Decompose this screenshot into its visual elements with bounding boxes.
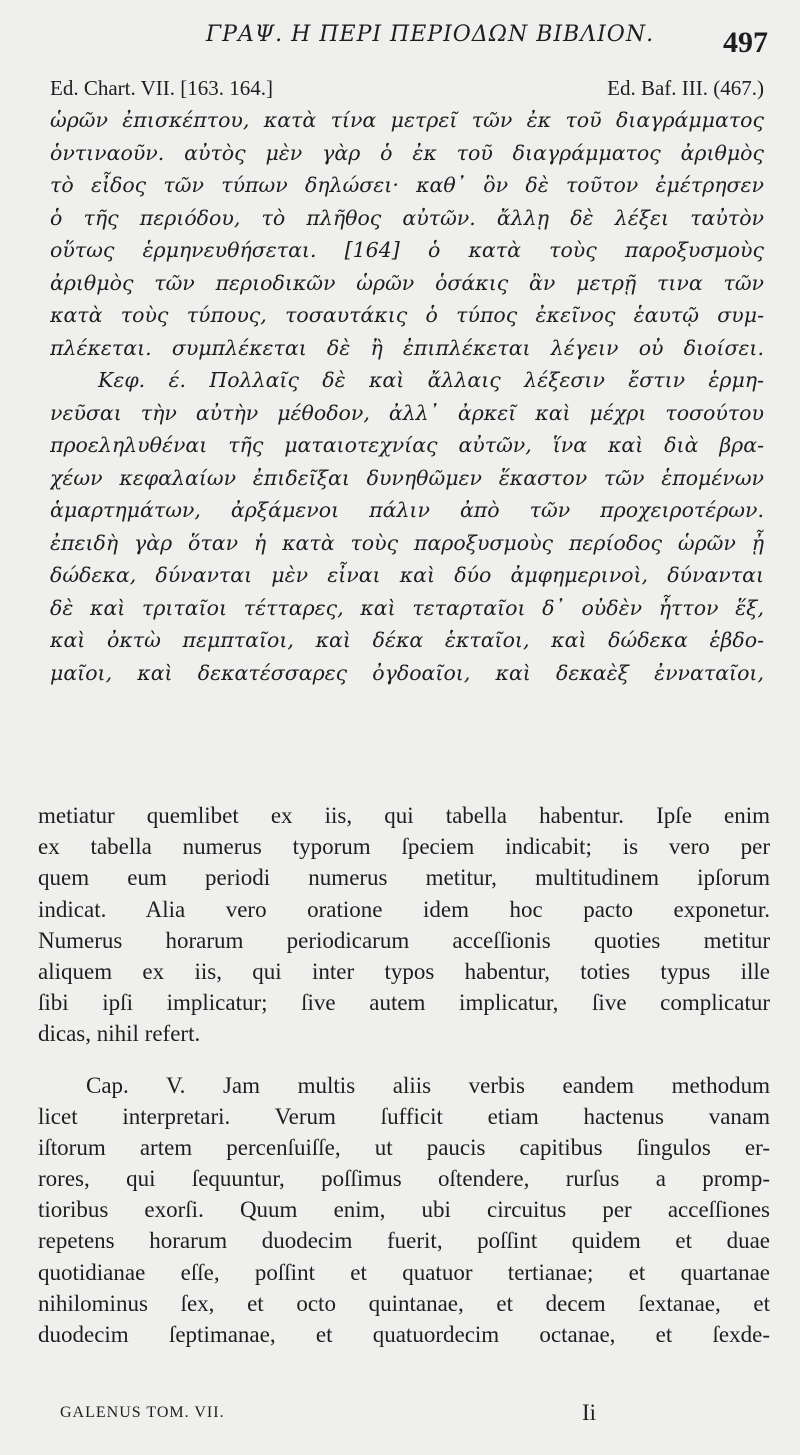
greek-line: ὡρῶν ἐπισκέπτου, κατὰ τίνα μετρεῖ τῶν ἐκ τοῦ διαγράμματος <box>50 108 764 132</box>
greek-line: ὁ τῆς περιόδου, τὸ πλῆθος αὐτῶν. ἄλλῃ δὲ λέξει ταὐτὸν <box>50 205 764 230</box>
greek-text-block <box>50 104 764 689</box>
greek-line: τὸ εἶδος τῶν τύπων δηλώσει· καθ᾿ ὃν δὲ τοῦτον ἐμέτρησεν <box>50 173 764 197</box>
latin-text-block <box>38 800 770 1350</box>
latin-line: quotidianae eſſe, poſſint et quatuor tertianae; et quartanae <box>38 1259 770 1285</box>
greek-line: δώδεκα, δύνανται μὲν εἶναι καὶ δύο ἀμφημερινοὶ, δύνανται <box>50 563 764 587</box>
greek-line: ἁμαρτημάτων, ἀρξάμενοι πάλιν ἀπὸ τῶν προχειροτέρων. <box>50 498 764 522</box>
latin-line: metiatur quemlibet ex iis, qui tabella habentur. Ipſe enim <box>38 803 770 828</box>
greek-line: ἀριθμὸς τῶν περιοδικῶν ὡρῶν ὁσάκις ἂν μετρῇ τινα τῶν <box>50 270 764 295</box>
edition-reference-left: Ed. Chart. VII. [163. 164.] <box>50 76 273 100</box>
greek-line: κατὰ τοὺς τύπους, τοσαυτάκις ὁ τύπος ἐκεῖνος ἑαυτῷ συμ- <box>50 303 764 327</box>
greek-line: δὲ καὶ τριταῖοι τέτταρες, καὶ τεταρταῖοι δ᾿ οὐδὲν ἧττον ἕξ, <box>50 595 764 620</box>
paragraph-gap <box>38 1050 770 1070</box>
greek-line: μαῖοι, καὶ δεκατέσσαρες ὀγδοαῖοι, καὶ δεκαὲξ ἐνναταῖοι, <box>50 660 764 685</box>
latin-line: nihilominus ſex, et octo quintanae, et decem ſextanae, et <box>38 1290 770 1316</box>
greek-line: χέων κεφαλαίων ἐπιδεῖξαι δυνηθῶμεν ἕκαστον τῶν ἑπομένων <box>50 465 764 490</box>
latin-line: repetens horarum duodecim fuerit, poſſint quidem et duae <box>38 1228 770 1254</box>
latin-line: Cap. V. Jam multis aliis verbis eandem methodum <box>86 1072 770 1098</box>
running-title: ΓΡΑΨ. Η ΠΕΡΙ ΠΕΡΙΟΔΩΝ ΒΙΒΛΙΟΝ. <box>205 22 655 47</box>
page-footer <box>60 1400 740 1430</box>
latin-line: ſibi ipſi implicatur; ſive autem implicatur, ſive complicatur <box>38 990 770 1016</box>
latin-line: duodecim ſeptimanae, et quatuordecim octanae, et ſexde- <box>38 1322 770 1347</box>
latin-line: indicat. Alia vero oratione idem hoc pacto exponetur. <box>38 896 770 922</box>
greek-line: ὁντιναοῦν. αὐτὸς μὲν γὰρ ὁ ἐκ τοῦ διαγράμματος ἀριθμὸς <box>50 140 764 165</box>
greek-line: προεληλυθέναι τῆς ματαιοτεχνίας αὐτῶν, ἵνα καὶ διὰ βρα- <box>50 433 764 457</box>
greek-line: Κεφ. έ. Πολλαῖς δὲ καὶ ἄλλαις λέξεσιν ἔστιν ἑρμη- <box>98 368 764 392</box>
greek-line: νεῦσαι τὴν αὐτὴν μέθοδον, ἀλλ᾿ ἀρκεῖ καὶ μέχρι τοσούτου <box>50 400 764 425</box>
latin-line: iſtorum artem percenſuiſſe, ut paucis capitibus ſingulos er- <box>38 1134 770 1160</box>
greek-line: πλέκεται. συμπλέκεται δὲ ἢ ἐπιπλέκεται λέγειν οὐ διοίσει. <box>50 335 764 360</box>
footer-signature-right: Ii <box>582 1400 597 1425</box>
greek-line: οὕτως ἑρμηνευθήσεται. [164] ὁ κατὰ τοὺς παροξυσμοὺς <box>50 238 764 262</box>
edition-reference-line <box>50 76 764 104</box>
latin-line: quem eum periodi numerus metitur, multitudinem ipſorum <box>38 865 770 891</box>
latin-line: tioribus exorſi. Quum enim, ubi circuitus per acceſſiones <box>38 1197 770 1223</box>
greek-line: καὶ ὀκτὼ πεμπταῖοι, καὶ δέκα ἑκταῖοι, καὶ δώδεκα ἑβδο- <box>50 628 764 652</box>
latin-line: ex tabella numerus typorum ſpeciem indicabit; is vero per <box>38 834 770 860</box>
latin-line: Numerus horarum periodicarum acceſſionis quoties metitur <box>38 927 770 953</box>
latin-line: dicas, nihil refert. <box>38 1021 201 1047</box>
greek-line: ἐπειδὴ γὰρ ὅταν ἡ κατὰ τοὺς παροξυσμοὺς περίοδος ὡρῶν ᾖ <box>50 530 764 555</box>
page-number: 497 <box>723 26 768 59</box>
latin-line: licet interpretari. Verum ſufficit etiam hactenus vanam <box>38 1103 770 1129</box>
edition-reference-right: Ed. Baf. III. (467.) <box>607 76 764 100</box>
latin-line: aliquem ex iis, qui inter typos habentur, toties typus ille <box>38 958 770 984</box>
latin-line: rores, qui ſequuntur, poſſimus oſtendere, rurſus a promp- <box>38 1166 770 1192</box>
footer-signature-left: GALENUS TOM. VII. <box>60 1404 225 1421</box>
